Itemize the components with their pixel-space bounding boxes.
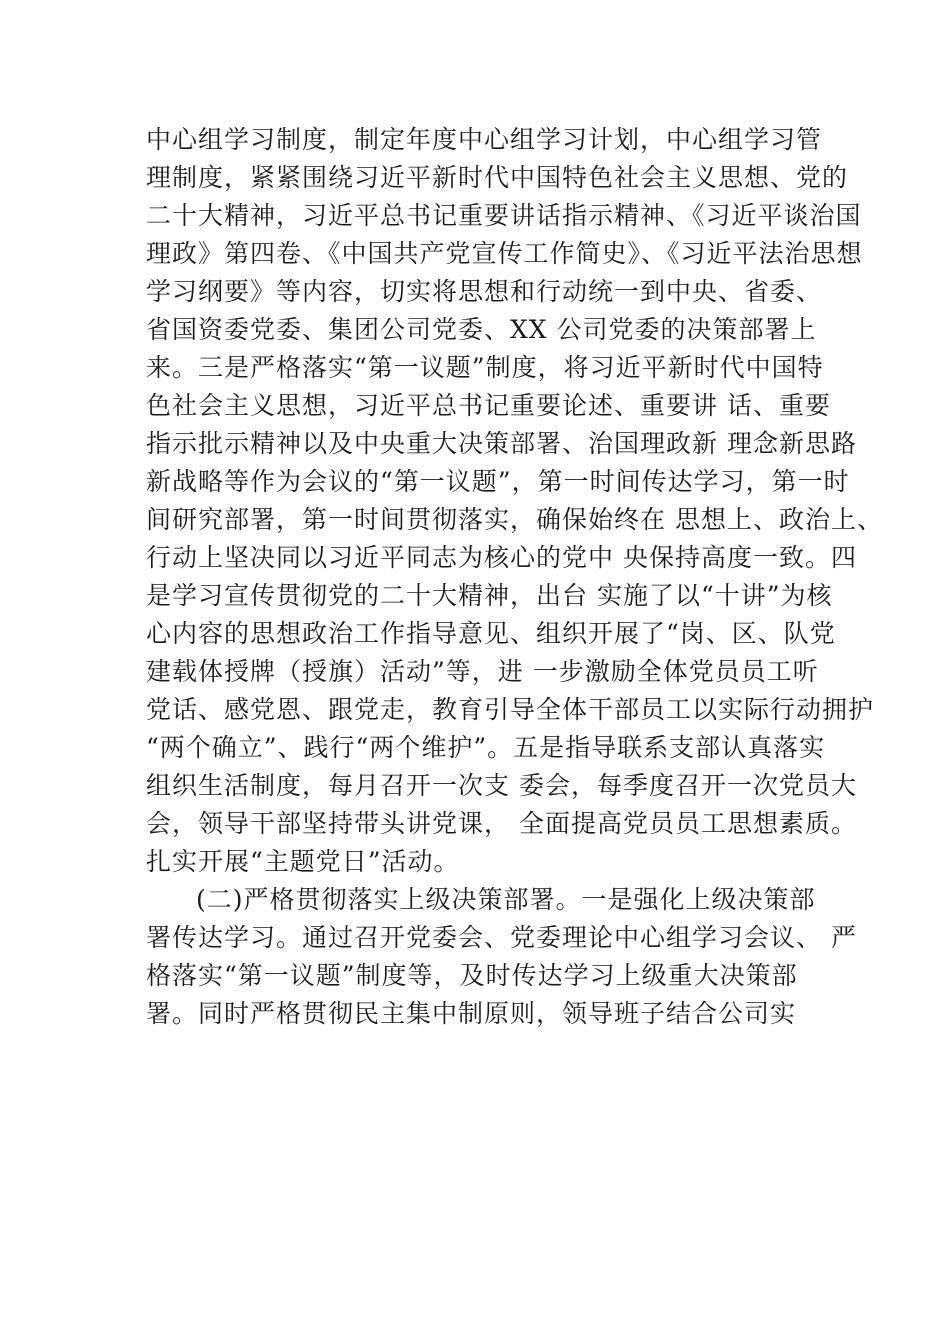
body-text bbox=[146, 121, 883, 1033]
text-line: 理制度，紧紧围绕习近平新时代中国特色社会主义思想、党的 bbox=[146, 163, 849, 192]
text-line: 新战略等作为会议的“第一议题”，第一时间传达学习，第一时 bbox=[146, 467, 850, 496]
text-line: 中心组学习制度，制定年度中心组学习计划，中心组学习管 bbox=[146, 125, 823, 154]
text-line: 间研究部署，第一时间贯彻落实，确保始终在 思想上、政治上、 bbox=[146, 505, 883, 534]
text-line: 色社会主义思想，习近平总书记重要论述、重要讲 话、重要 bbox=[146, 391, 831, 420]
text-line: 党话、感党恩、跟党走，教育引导全体干部员工以实际行动拥护 bbox=[146, 695, 875, 724]
text-line: 学习纲要》等内容，切实将思想和行动统一到中央、省委、 bbox=[146, 277, 823, 306]
text-line: 组织生活制度，每月召开一次支 委会，每季度召开一次党员大 bbox=[146, 771, 857, 800]
text-line: 行动上坚决同以习近平同志为核心的党中 央保持高度一致。四 bbox=[146, 543, 857, 572]
text-line: 心内容的思想政治工作指导意见、组织开展了“岗、区、队党 bbox=[146, 619, 836, 648]
text-line: 建载体授牌（授旗）活动”等，进 一步激励全体党员员工听 bbox=[146, 657, 819, 686]
text-line: 来。三是严格落实“第一议题”制度，将习近平新时代中国特 bbox=[146, 353, 824, 382]
text-line: 指示批示精神以及中央重大决策部署、治国理政新 理念新思路 bbox=[146, 429, 857, 458]
text-line: 二十大精神，习近平总书记重要讲话指示精神、《习近平谈治国 bbox=[146, 201, 862, 230]
text-line: “两个确立”、践行“两个维护”。五是指导联系支部认真落实 bbox=[146, 733, 826, 762]
text-line: 理政》第四卷、《中国共产党宣传工作简史》、《习近平法治思想 bbox=[146, 239, 863, 268]
section-heading-line: (二)严格贯彻落实上级决策部署。一是强化上级决策部 bbox=[196, 885, 816, 914]
text-line: 署传达学习。通过召开党委会、党委理论中心组学习会议、 严 bbox=[146, 923, 857, 952]
text-line: 格落实“第一议题”制度等，及时传达学习上级重大决策部 bbox=[146, 961, 798, 990]
text-line: 省国资委党委、集团公司党委、XX 公司党委的决策部署上 bbox=[146, 315, 817, 344]
text-line: 是学习宣传贯彻党的二十大精神，出台 实施了以“十讲”为核 bbox=[146, 581, 833, 610]
text-line: 扎实开展“主题党日”活动。 bbox=[146, 847, 460, 876]
text-line: 会，领导干部坚持带头讲党课， 全面提高党员员工思想素质。 bbox=[146, 809, 857, 838]
text-line: 署。同时严格贯彻民主集中制原则，领导班子结合公司实 bbox=[146, 999, 797, 1028]
